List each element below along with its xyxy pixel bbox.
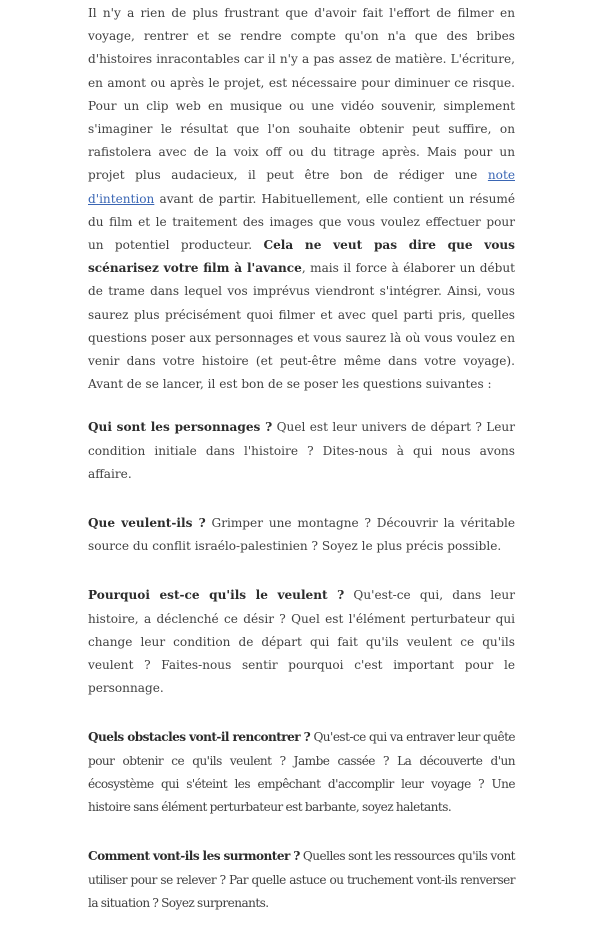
intro-text-3: , mais il force à élaborer un début de trame dans lequel vos imprévus viendront s'intégrer. Ainsi, vous saurez plus précisément quoi filmer et avec quel parti pris, quelles questions poser aux personnages et vous saurez là où vous voulez en venir dans votre histoire (et peut-être même dans votre voyage). Avant de se lancer, il est bon de se poser les questions suivantes : xyxy=(88,261,515,392)
question-paragraph-resolution xyxy=(88,845,515,915)
question-text: Quel est leur univers de départ ? Leur condition initiale dans l'histoire ? Dites-nous à qui nous avons affaire. xyxy=(88,420,515,481)
question-heading: Quels obstacles vont-il rencontrer ? xyxy=(88,730,311,745)
question-text: Qu'est-ce qui va entraver leur quête pour obtenir ce qu'ils veulent ? Jambe cassée ? La découverte d'un écosystème qui s'éteint les empêchant d'accomplir leur voyage ? Une histoire sans élément perturbateur est barbante, soyez haletants. xyxy=(88,730,516,815)
question-text: Qu'est-ce qui, dans leur histoire, a déclenché ce désir ? Quel est l'élément perturbateur qui change leur condition de départ qui fait qu'ils veulent ce qu'ils veulent ? Faites-nous sentir pourquoi c'est important pour le personnage. xyxy=(88,588,515,696)
intro-text-2: avant de partir. Habituellement, elle contient un résumé du film et le traitement des images que vous voulez effectuer pour un potentiel producteur. xyxy=(88,191,515,253)
question-paragraph-obstacles xyxy=(88,726,515,819)
question-heading: Comment vont-ils les surmonter ? xyxy=(88,849,300,864)
question-paragraph-desires xyxy=(88,512,515,558)
article-body xyxy=(88,0,515,941)
question-heading: Que veulent-ils ? xyxy=(88,516,206,531)
intro-text-1: Il n'y a rien de plus frustrant que d'avoir fait l'effort de filmer en voyage, rentrer et se rendre compte qu'on n'a que des bribes d'histoires inracontables car il n'y a pas assez de matière. L'écriture, en amont ou après le projet, est nécessaire pour diminuer ce risque. Pour un clip web en musique ou une vidéo souvenir, simplement s'imaginer le résultat que l'on souhaite obtenir peut suffire, on rafistolera avec de la voix off ou du titrage après. Mais pour un projet plus audacieux, il peut être bon de rédiger une xyxy=(88,6,515,183)
intro-bold-statement: Cela ne veut pas dire que vous scénarisez votre film à l'avance xyxy=(88,238,515,276)
question-text: Quelles sont les ressources qu'ils vont utiliser pour se relever ? Par quelle astuce ou truchement vont-ils renverser la situation ? Soyez surprenants. xyxy=(88,849,515,910)
question-paragraph-motivation xyxy=(88,584,515,700)
question-text: Grimper une montagne ? Découvrir la véritable source du conflit israélo-palestinien ? Soyez le plus précis possible. xyxy=(88,516,515,554)
note-intention-link[interactable]: note d'intention xyxy=(88,168,515,206)
question-paragraph-characters xyxy=(88,416,515,486)
question-heading: Pourquoi est-ce qu'ils le veulent ? xyxy=(88,588,345,603)
intro-paragraph xyxy=(88,2,515,396)
question-heading: Qui sont les personnages ? xyxy=(88,420,273,435)
